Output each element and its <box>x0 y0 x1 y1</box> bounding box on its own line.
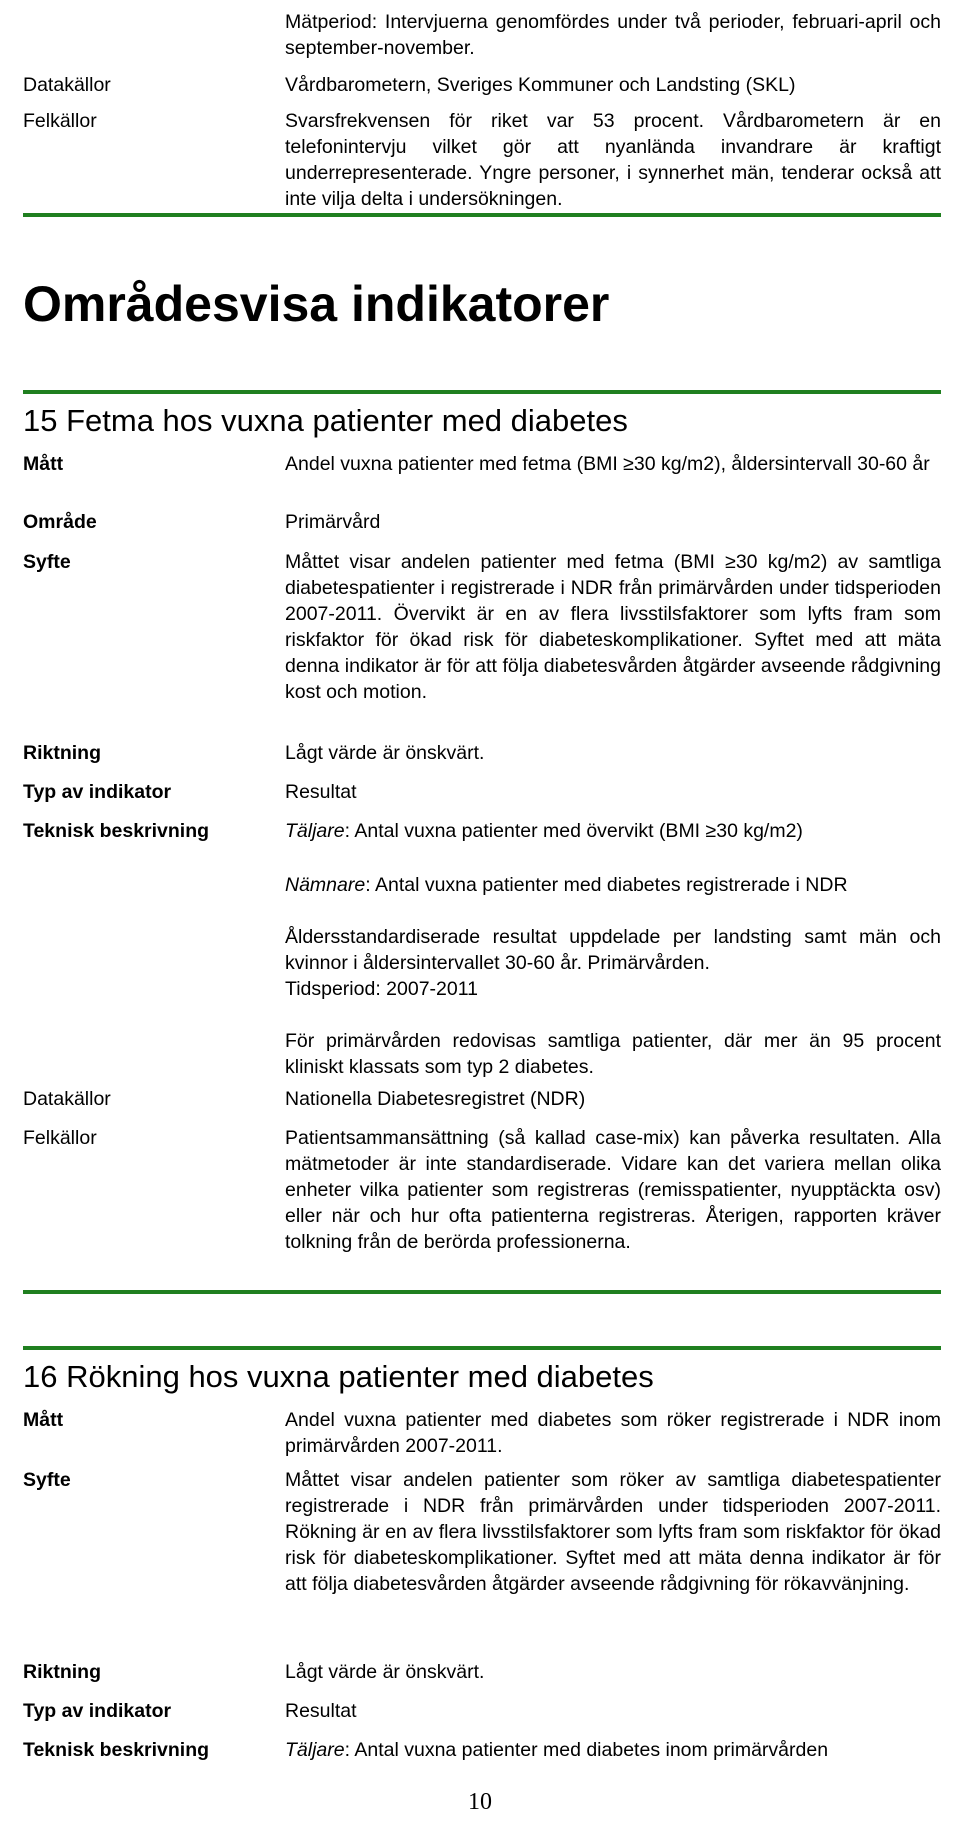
matt-value: Andel vuxna patienter med diabetes som röker registrerade i NDR inom primärvården 2007-2011. <box>285 1409 941 1457</box>
omrade-label: Område <box>23 511 97 533</box>
typ-value: Resultat <box>285 1700 357 1722</box>
primarvard-note: För primärvården redovisas samtliga patienter, där mer än 95 procent kliniskt klassats som typ 2 diabetes. <box>285 1030 941 1078</box>
riktning-value: Lågt värde är önskvärt. <box>285 742 485 764</box>
s15-note-row <box>23 1028 941 1080</box>
riktning-label: Riktning <box>23 742 101 764</box>
s15-syfte-row <box>23 549 941 705</box>
taljare-value: Täljare: Antal vuxna patienter med diabetes inom primärvården <box>285 1739 829 1761</box>
matt-label: Mått <box>23 1409 64 1431</box>
syfte-value: Måttet visar andelen patienter med fetma (BMI ≥30 kg/m2) av samtliga diabetespatienter i registrerade i NDR från primärvården under tidsperioden 2007-2011. Övervikt är en av flera livsstilsfaktorer som lyfts fram som riskfaktor för ökad risk för diabeteskomplikationer. Syftet med att mäta denna indikator är för att följa diabetesvården åtgärder avseende rådgivning kost och motion. <box>285 551 941 703</box>
felkallor-value: Svarsfrekvensen för riket var 53 procent. Vårdbarometern är en telefonintervju vilket gör att nyanlända invandrare är kraftigt underrepresenterade. Yngre personer, i synnerhet män, tenderar också att inte vilja delta i undersökningen. <box>285 110 941 210</box>
riktning-label: Riktning <box>23 1661 101 1683</box>
section-16-title: 16 Rökning hos vuxna patienter med diabetes <box>23 1359 654 1394</box>
s16-syfte-row <box>23 1467 941 1597</box>
typ-label: Typ av indikator <box>23 1700 172 1722</box>
divider-s15 <box>23 1290 941 1294</box>
teknisk-label: Teknisk beskrivning <box>23 1739 210 1761</box>
section-15-title: 15 Fetma hos vuxna patienter med diabetes <box>23 403 628 438</box>
taljare-value: Täljare: Antal vuxna patienter med övervikt (BMI ≥30 kg/m2) <box>285 820 803 842</box>
s15-omrade-row <box>23 509 941 535</box>
s16-teknisk-row <box>23 1737 941 1763</box>
s15-riktning-row <box>23 740 941 766</box>
matt-label: Mått <box>23 453 64 475</box>
felkallor-row-top <box>23 108 941 212</box>
s15-alder-row <box>23 924 941 976</box>
datakallor-value: Nationella Diabetesregistret (NDR) <box>285 1088 586 1110</box>
namnare-label: Nämnare <box>285 874 366 896</box>
matperiod-row <box>23 9 941 61</box>
taljare-label: Täljare <box>285 820 345 842</box>
felkallor-label: Felkällor <box>23 1127 97 1149</box>
s16-riktning-row <box>23 1659 941 1685</box>
s15-teknisk-row <box>23 818 941 844</box>
s15-tidsperiod-row <box>23 976 941 1002</box>
s16-matt-row <box>23 1407 941 1459</box>
page-number: 10 <box>468 1789 492 1815</box>
felkallor-value: Patientsammansättning (så kallad case-mix) kan påverka resultaten. Alla mätmetoder är inte standardiserade. Vidare kan det variera mellan olika enheter vilka patienter som registreras (remisspatienter, nyupptäckta osv) eller när och hur ofta patienterna registreras. Återigen, rapporten kräver tolkning från de berörda professionerna. <box>285 1127 941 1253</box>
tidsperiod-value: Tidsperiod: 2007-2011 <box>285 978 478 1000</box>
matt-value: Andel vuxna patienter med fetma (BMI ≥30 kg/m2), åldersintervall 30-60 år <box>285 453 930 475</box>
datakallor-label: Datakällor <box>23 1088 111 1110</box>
section-16-rule <box>23 1346 941 1350</box>
felkallor-label: Felkällor <box>23 110 97 132</box>
s16-typ-row <box>23 1698 941 1724</box>
datakallor-value: Vårdbarometern, Sveriges Kommuner och Landsting (SKL) <box>285 74 796 96</box>
riktning-value: Lågt värde är önskvärt. <box>285 1661 485 1683</box>
s15-typ-row <box>23 779 941 805</box>
divider-top <box>23 213 941 217</box>
taljare-label: Täljare <box>285 1739 345 1761</box>
typ-value: Resultat <box>285 781 357 803</box>
syfte-label: Syfte <box>23 1469 71 1491</box>
teknisk-label: Teknisk beskrivning <box>23 820 210 842</box>
namnare-value: Nämnare: Antal vuxna patienter med diabetes registrerade i NDR <box>285 874 848 896</box>
matperiod-text: Mätperiod: Intervjuerna genomfördes under två perioder, februari-april och september-november. <box>285 11 941 59</box>
omrade-value: Primärvård <box>285 511 381 533</box>
datakallor-row-top <box>23 72 941 98</box>
main-heading: Områdesvisa indikatorer <box>23 276 610 332</box>
typ-label: Typ av indikator <box>23 781 172 803</box>
s15-matt-row <box>23 451 941 477</box>
datakallor-label: Datakällor <box>23 74 111 96</box>
syfte-value: Måttet visar andelen patienter som röker av samtliga diabetespatienter registrerade i NDR från primärvården under tidsperioden 2007-2011. Rökning är en av flera livsstilsfaktorer som lyfts fram som riskfaktor för ökad risk för diabeteskomplikationer. Syftet med att mäta denna indikator är för att följa diabetesvården åtgärder avseende rådgivning för rökavvänjning. <box>285 1469 941 1595</box>
syfte-label: Syfte <box>23 551 71 573</box>
section-15-rule <box>23 390 941 394</box>
s15-datakallor-row <box>23 1086 941 1112</box>
s15-namnare-row <box>23 872 941 898</box>
s15-felkallor-row <box>23 1125 941 1255</box>
alder-value: Åldersstandardiserade resultat uppdelade per landsting samt män och kvinnor i åldersintervallet 30-60 år. Primärvården. <box>285 926 941 974</box>
